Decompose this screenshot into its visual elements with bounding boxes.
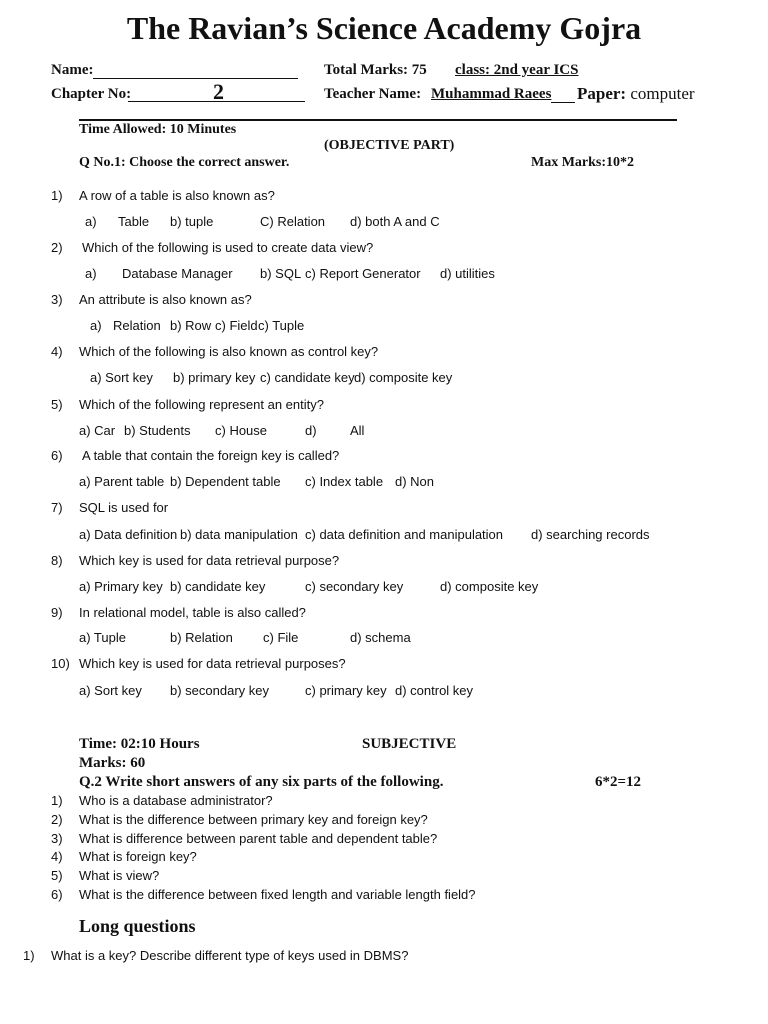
question-text: In relational model, table is also called? — [79, 605, 306, 620]
q2-marks: 6*2=12 — [595, 774, 642, 790]
answer-option: c) Tuple — [258, 318, 305, 333]
objective-heading: (OBJECTIVE PART) — [324, 138, 455, 153]
question-text: Which key is used for data retrieval purpose? — [79, 553, 340, 568]
answer-option: d) — [305, 423, 317, 438]
answer-option: b) primary key — [173, 370, 256, 385]
answer-option: c) Field — [215, 318, 258, 333]
question-number: 8) — [51, 553, 63, 568]
q1-title: Q No.1: Choose the correct answer. — [79, 155, 290, 170]
question-number: 10) — [51, 656, 70, 671]
answer-option: d) composite key — [440, 579, 539, 594]
question-text: Which key is used for data retrieval purposes? — [79, 656, 346, 671]
answer-option: c) File — [263, 630, 299, 645]
answer-option: c) Index table — [305, 474, 384, 489]
answer-option: c) Report Generator — [305, 266, 421, 281]
answer-option: b) data manipulation — [180, 527, 298, 542]
answer-option: a) Parent table — [79, 474, 165, 489]
q2-title: Q.2 Write short answers of any six parts of the following. — [79, 774, 444, 790]
teacher-label: Teacher Name: — [324, 86, 422, 102]
answer-option: a) — [85, 266, 97, 281]
paper-field — [577, 84, 695, 104]
answer-option: a) Car — [79, 423, 116, 438]
answer-option: a) Sort key — [79, 683, 142, 698]
header-divider — [79, 119, 677, 121]
answer-option: d) both A and C — [350, 214, 440, 229]
long-question-number: 1) — [23, 948, 35, 963]
subjective-marks: Marks: 60 — [79, 755, 146, 771]
question-number: 6) — [51, 448, 63, 463]
answer-option: Table — [118, 214, 150, 229]
short-question-text: What is the difference between primary key and foreign key? — [79, 812, 428, 827]
answer-option: b) Row — [170, 318, 212, 333]
answer-option: c) secondary key — [305, 579, 404, 594]
question-text: Which of the following is also known as control key? — [79, 344, 379, 359]
answer-option: b) candidate key — [170, 579, 266, 594]
answer-option: a) Sort key — [90, 370, 153, 385]
paper-label: Paper: — [577, 84, 627, 103]
question-number: 5) — [51, 397, 63, 412]
short-question-text: What is foreign key? — [79, 849, 197, 864]
page-title: The Ravian’s Science Academy Gojra — [126, 10, 642, 46]
answer-option: Database Manager — [122, 266, 233, 281]
question-number: 2) — [51, 240, 63, 255]
answer-option: a) — [85, 214, 97, 229]
short-question-text: What is difference between parent table and dependent table? — [79, 831, 438, 846]
short-question-text: What is the difference between fixed length and variable length field? — [79, 887, 476, 902]
short-question-number: 2) — [51, 812, 63, 827]
paper-value: computer — [630, 84, 695, 103]
answer-option: a) Tuple — [79, 630, 126, 645]
answer-option: d) Non — [395, 474, 435, 489]
question-text: An attribute is also known as? — [79, 292, 252, 307]
answer-option: d) control key — [395, 683, 474, 698]
question-text: SQL is used for — [79, 500, 169, 515]
short-question-number: 1) — [51, 793, 63, 808]
long-questions-heading: Long questions — [79, 916, 196, 936]
answer-option: a) — [90, 318, 102, 333]
max-marks: Max Marks:10*2 — [531, 155, 635, 170]
answer-option: d) searching records — [531, 527, 650, 542]
name-label: Name: — [51, 62, 94, 78]
answer-option: Relation — [113, 318, 161, 333]
class-label: class: 2nd year ICS — [455, 62, 579, 78]
answer-option: All — [350, 423, 365, 438]
time-allowed: Time Allowed: 10 Minutes — [79, 122, 237, 137]
long-question-text: What is a key? Describe different type of keys used in DBMS? — [51, 948, 409, 963]
answer-option: d) schema — [350, 630, 411, 645]
answer-option: c) data definition and manipulation — [305, 527, 504, 542]
total-marks: Total Marks: 75 — [324, 62, 427, 78]
chapter-label: Chapter No: — [51, 86, 132, 102]
question-text: A table that contain the foreign key is called? — [82, 448, 340, 463]
name-blank-line — [93, 64, 298, 79]
answer-option: d) utilities — [440, 266, 495, 281]
answer-option: a) Primary key — [79, 579, 163, 594]
subjective-heading: SUBJECTIVE — [362, 736, 457, 752]
answer-option: c) candidate key — [260, 370, 355, 385]
question-text: A row of a table is also known as? — [79, 188, 275, 203]
short-question-number: 6) — [51, 887, 63, 902]
answer-option: a) Data definition — [79, 527, 178, 542]
question-number: 9) — [51, 605, 63, 620]
question-number: 4) — [51, 344, 63, 359]
answer-option: b) Relation — [170, 630, 233, 645]
answer-option: b) Dependent table — [170, 474, 281, 489]
question-text: Which of the following represent an entity? — [79, 397, 324, 412]
question-text: Which of the following is used to create data view? — [82, 240, 374, 255]
answer-option: b) Students — [124, 423, 191, 438]
question-number: 3) — [51, 292, 63, 307]
answer-option: b) SQL — [260, 266, 302, 281]
answer-option: c) House — [215, 423, 268, 438]
answer-option: c) primary key — [305, 683, 387, 698]
answer-option: C) Relation — [260, 214, 326, 229]
answer-option: b) tuple — [170, 214, 214, 229]
short-question-text: What is view? — [79, 868, 160, 883]
question-number: 7) — [51, 500, 63, 515]
teacher-value: Muhammad Raees — [431, 86, 575, 103]
subjective-time: Time: 02:10 Hours — [79, 736, 200, 752]
short-question-number: 4) — [51, 849, 63, 864]
answer-option: d) composite key — [354, 370, 453, 385]
short-question-number: 3) — [51, 831, 63, 846]
answer-option: b) secondary key — [170, 683, 269, 698]
name-field — [51, 62, 298, 79]
short-question-text: Who is a database administrator? — [79, 793, 273, 808]
short-question-number: 5) — [51, 868, 63, 883]
question-number: 1) — [51, 188, 63, 203]
chapter-value: 2 — [213, 79, 224, 104]
